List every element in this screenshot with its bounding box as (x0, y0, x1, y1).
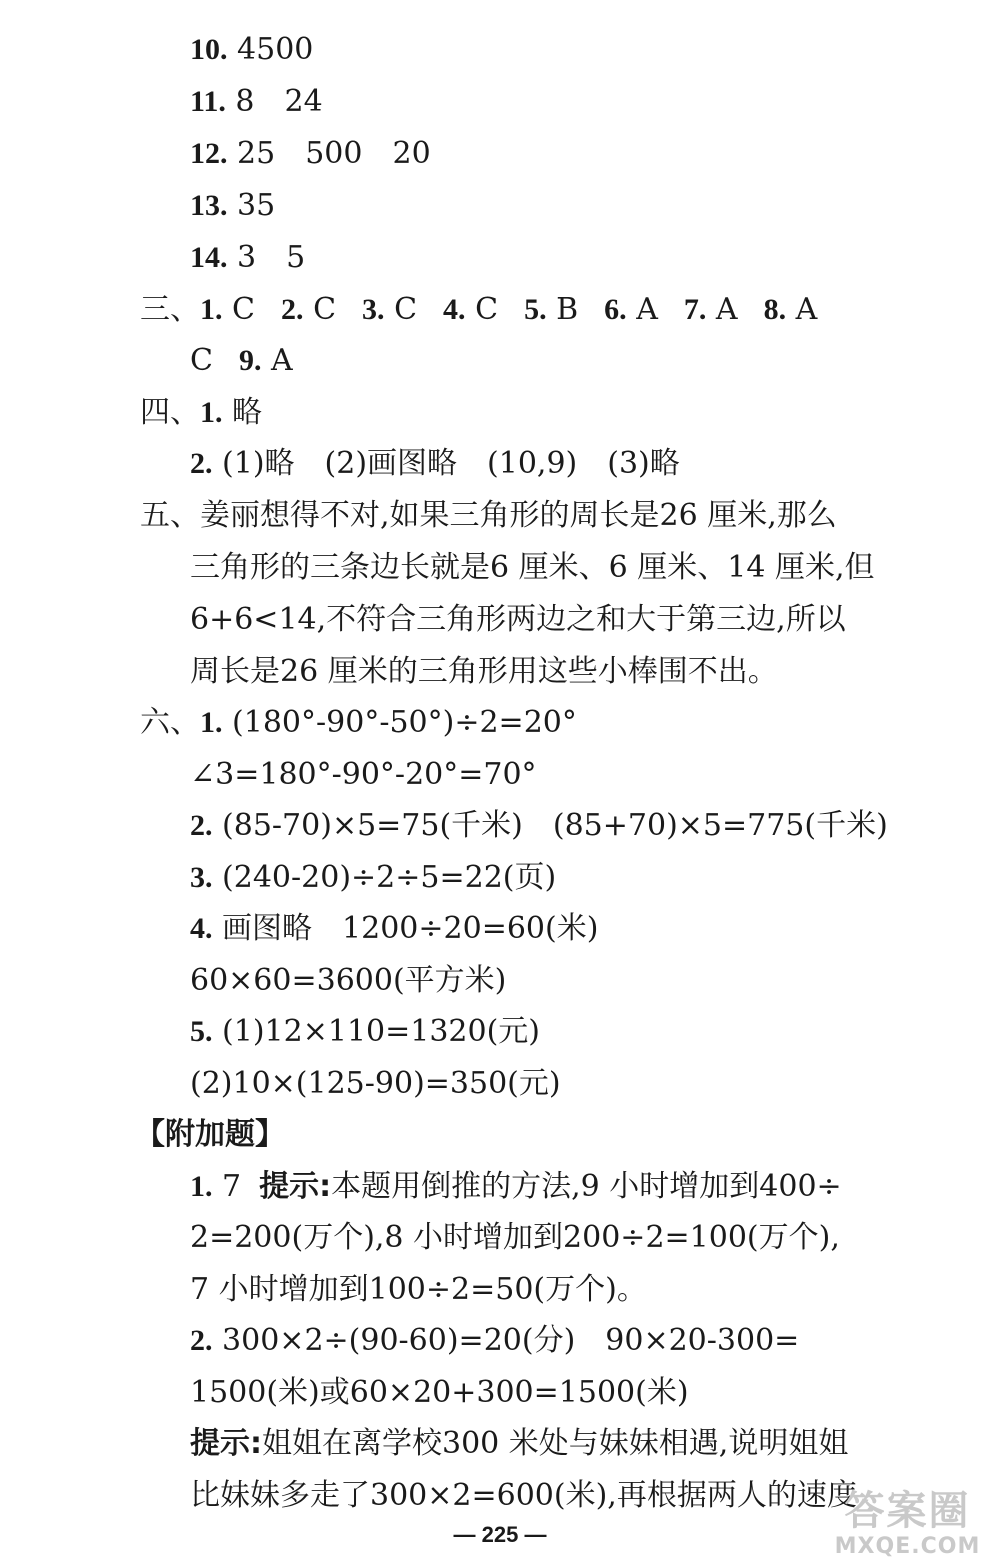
section-4-line-2 (190, 444, 680, 484)
answer-text: 画图略 1200÷20=60(米) (222, 911, 599, 946)
item-number: 1. (200, 396, 223, 429)
section-6-line-7 (190, 1012, 540, 1052)
extra-heading (135, 1115, 285, 1155)
section-6-line-1 (140, 703, 577, 743)
answer-text: 2=200(万个),8 小时增加到200÷2=100(万个), (190, 1220, 840, 1255)
answer-text: (85-70)×5=75(千米) (85+70)×5=775(千米) (222, 808, 888, 843)
answer-text: 3 5 (237, 240, 306, 275)
choice: C (394, 292, 418, 327)
page-number: — 225 — (453, 1522, 547, 1547)
answer-14 (190, 238, 305, 278)
answer-text: 6+6<14,不符合三角形两边之和大于第三边,所以 (190, 602, 846, 637)
answer-text: (1)略 (2)画图略 (10,9) (3)略 (222, 446, 680, 481)
answer-12 (190, 134, 431, 174)
section-5-line-3 (190, 600, 846, 640)
item-number: 2. (190, 447, 213, 480)
answer-text: 60×60=3600(平方米) (190, 963, 507, 998)
item-number: 9. (238, 344, 262, 377)
item-number: 4. (443, 293, 466, 326)
item-number: 2. (190, 809, 213, 842)
section-6-line-3 (190, 806, 888, 846)
answer-text: 25 500 20 (237, 136, 431, 171)
answer-text: 300×2÷(90-60)=20(分) 90×20-300= (222, 1323, 800, 1358)
item-number: 4. (190, 912, 213, 945)
extra-heading-text: 【附加题】 (135, 1117, 285, 1152)
item-number: 1. (200, 293, 223, 326)
item-number: 3. (362, 293, 385, 326)
section-3-line-2 (190, 341, 293, 381)
answer-text: 略 (232, 395, 263, 430)
answer-text: 本题用倒推的方法,9 小时增加到400÷ (331, 1169, 842, 1204)
answer-13 (190, 186, 275, 226)
item-number: 8. (763, 293, 787, 326)
item-number: 5. (524, 293, 547, 326)
item-number: 11. (190, 85, 226, 118)
section-5-line-2 (190, 548, 875, 588)
answer-text: (2)10×(125-90)=350(元) (190, 1066, 561, 1101)
extra-line-3 (190, 1270, 647, 1310)
extra-line-4 (190, 1321, 799, 1361)
item-number: 3. (190, 861, 213, 894)
section-6-line-8 (190, 1064, 561, 1104)
item-number: 1. (200, 706, 223, 739)
answer-text: (240-20)÷2÷5=22(页) (222, 860, 557, 895)
item-number: 5. (190, 1015, 213, 1048)
section-4-prefix: 四、 (140, 395, 200, 430)
section-5-line-4 (190, 652, 778, 692)
answer-text: 比妹妹多走了300×2=600(米),再根据两人的速度 (190, 1478, 857, 1513)
item-number: 12. (190, 137, 228, 170)
choice: A (715, 292, 738, 327)
section-4-line-1 (140, 393, 262, 433)
section-3-line-1 (140, 290, 817, 330)
section-6-line-4 (190, 858, 556, 898)
section-6-line-6 (190, 961, 506, 1001)
answer-text: 1500(米)或60×20+300=1500(米) (190, 1375, 689, 1410)
section-6-line-2 (190, 755, 537, 795)
answer-10 (190, 30, 313, 70)
extra-line-2 (190, 1218, 840, 1258)
extra-line-7 (190, 1476, 857, 1516)
choice: C (475, 292, 499, 327)
answer-text: 7 小时增加到100÷2=50(万个)。 (190, 1272, 647, 1307)
answer-text: ∠3=180°-90°-20°=70° (190, 757, 537, 792)
choice: A (795, 292, 818, 327)
choice: C (190, 343, 213, 378)
hint-label: 提示: (259, 1169, 332, 1204)
watermark-url: MXQE.COM (834, 1534, 981, 1559)
hint-label: 提示: (190, 1426, 262, 1461)
answer-11 (190, 82, 323, 122)
section-5-line-1 (140, 496, 837, 536)
answer-text: 35 (237, 188, 276, 223)
section-6-prefix: 六、 (140, 705, 200, 740)
section-6-line-5 (190, 909, 598, 949)
item-number: 6. (604, 293, 627, 326)
answer-text: 4500 (237, 32, 314, 67)
answer-value: 7 (222, 1169, 242, 1204)
item-number: 14. (190, 241, 228, 274)
extra-line-5 (190, 1373, 689, 1413)
extra-line-1 (190, 1167, 842, 1207)
answer-text: 8 24 (235, 84, 323, 119)
choice: C (313, 292, 337, 327)
section-3-prefix: 三、 (140, 292, 200, 327)
answer-text: (180°-90°-50°)÷2=20° (232, 705, 577, 740)
answer-text: 姜丽想得不对,如果三角形的周长是26 厘米,那么 (200, 498, 837, 533)
item-number: 13. (190, 189, 228, 222)
item-number: 7. (683, 293, 707, 326)
choice: A (271, 343, 293, 378)
item-number: 10. (190, 33, 228, 66)
answer-text: 三角形的三条边长就是6 厘米、6 厘米、14 厘米,但 (190, 550, 875, 585)
extra-line-6 (190, 1424, 848, 1464)
section-5-prefix: 五、 (140, 498, 200, 533)
item-number: 2. (281, 293, 304, 326)
watermark-logo (820, 1488, 995, 1566)
watermark-title: 答案圈 (844, 1488, 971, 1534)
choice: B (556, 292, 579, 327)
choice: C (232, 292, 256, 327)
item-number: 1. (190, 1170, 213, 1203)
item-number: 2. (190, 1324, 213, 1357)
answer-text: (1)12×110=1320(元) (222, 1014, 541, 1049)
answer-text: 周长是26 厘米的三角形用这些小棒围不出。 (190, 654, 778, 689)
choice: A (636, 292, 658, 327)
answer-text: 姐姐在离学校300 米处与妹妹相遇,说明姐姐 (262, 1426, 849, 1461)
